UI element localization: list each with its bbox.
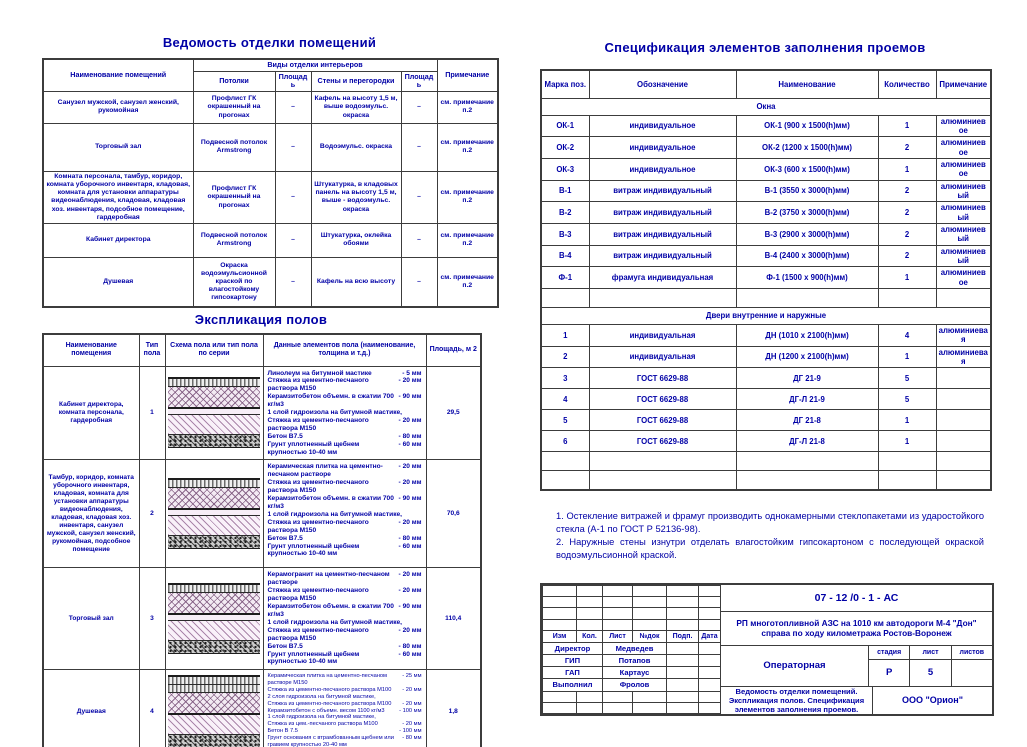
wall-finish: Водоэмульс. окраска <box>311 123 401 171</box>
crosshatch-layer <box>168 693 260 715</box>
signature-grid <box>542 585 721 714</box>
person-name: Медведев <box>603 642 667 654</box>
table-row <box>43 257 498 307</box>
area-dash: – <box>275 123 311 171</box>
col-header-note: Примечание <box>936 70 991 98</box>
ceiling-finish: Подвесной потолок Armstrong <box>193 123 275 171</box>
floor-type: 2 <box>139 460 165 568</box>
table-row <box>43 223 498 257</box>
sheet-value: 5 <box>910 660 951 686</box>
col-header-mark: Марка поз. <box>541 70 589 98</box>
mark: 1 <box>541 325 589 347</box>
designation: витраж индивидуальный <box>589 202 736 224</box>
qty: 1 <box>878 431 936 452</box>
designation: витраж индивидуальный <box>589 223 736 245</box>
table-row <box>541 245 991 267</box>
col-header-area1: Площадь <box>275 71 311 91</box>
col-header-walls: Стены и перегородки <box>311 71 401 91</box>
gravel-layer <box>168 536 260 549</box>
note-2: 2. Наружные стены изнутри отделать влагостойким гипсокартоном с последующей окраской водоэмульсионной краской. <box>556 537 984 560</box>
table-row <box>541 368 991 389</box>
col-header-room: Наименование помещения <box>43 334 139 366</box>
area-value: 110,4 <box>426 568 481 670</box>
gravel-layer <box>168 435 260 448</box>
screed-layer <box>168 585 260 593</box>
item-name: В-3 (2900 х 3000(h)мм) <box>736 223 878 245</box>
area-value: 29,5 <box>426 366 481 460</box>
mark: Ф-1 <box>541 267 589 289</box>
table-row <box>43 123 498 171</box>
col-header-floor-type: Тип пола <box>139 334 165 366</box>
note <box>936 368 991 389</box>
mark: В-4 <box>541 245 589 267</box>
item-name: В-2 (3750 х 3000(h)мм) <box>736 202 878 224</box>
ceiling-finish: Профлист ГК окрашенный на прогонах <box>193 91 275 123</box>
note-1: 1. Остекление витражей и фрамуг производить однокамерными стеклопакетами из ударостойкого стекла (А-1 по ГОСТ Р 52136-98). <box>556 511 984 534</box>
item-name: ДГ-Л 21-9 <box>736 389 878 410</box>
mark: 4 <box>541 389 589 410</box>
group-row <box>541 98 991 115</box>
sheet-content-title: Ведомость отделки помещений. Экспликация полов. Спецификация элементов заполнения проемов. <box>721 687 873 714</box>
col-izm: Изм <box>543 630 577 642</box>
mark: ОК-2 <box>541 137 589 159</box>
note <box>936 431 991 452</box>
col-ndok: №док <box>633 630 667 642</box>
project-name: РП многотопливной АЗС на 1010 км автодороги М-4 "Дон" справа по ходу километража Ростов-Воронеж <box>721 612 992 646</box>
designation: фрамуга индивидуальная <box>589 267 736 289</box>
item-name: ОК-1 (900 х 1500(h)мм) <box>736 115 878 137</box>
floor-layers: Керамогранит на цементно-песчаном растворе - 20 мм Стяжка из цементно-песчаного раствора М150 - 20 мм Керамзитобетон объемн. в сжатии 700 кг/м3 - 90 мм 1 слой гидроизола на битумной мастике, Стяжка из цементно-песчаного раствора М150 - 20 мм Бетон В7.5 - 80 мм Грунт уплотненный щебнем крупностью 10-40 мм - 60 мм <box>263 568 426 670</box>
col-header-floor-data: Данные элементов пола (наименование, толщина и т.д.) <box>263 334 426 366</box>
note: алюминиевый <box>936 223 991 245</box>
wall-finish: Штукатурка, оклейка обоями <box>311 223 401 257</box>
item-name: В-4 (2400 х 3000(h)мм) <box>736 245 878 267</box>
concrete-layer <box>168 715 260 735</box>
openings-spec-title: Спецификация элементов заполнения проемов <box>604 40 926 55</box>
finish-schedule-section <box>42 35 497 308</box>
table-row <box>43 568 481 670</box>
person-name: Картаус <box>603 667 667 679</box>
screed-layer-2 <box>168 685 260 693</box>
qty: 2 <box>878 202 936 224</box>
item-name: Ф-1 (1500 х 900(h)мм) <box>736 267 878 289</box>
qty: 2 <box>878 245 936 267</box>
table-row <box>541 325 991 347</box>
col-header-scheme: Схема пола или тип пола по серии <box>165 334 263 366</box>
mark: ОК-1 <box>541 115 589 137</box>
table-row <box>541 431 991 452</box>
room-name: Санузел мужской, санузел женский, рукомойная <box>43 91 193 123</box>
qty: 1 <box>878 346 936 368</box>
mark: В-1 <box>541 180 589 202</box>
floor-layers: Керамическая плитка на цементно-песчаном растворе - 20 мм Стяжка из цементно-песчаного раствора М150 - 20 мм Керамзитобетон объемн. в сжатии 700 кг/м3 - 90 мм 1 слой гидроизола на битумной мастике, Стяжка из цементно-песчаного раствора М150 - 20 мм Бетон В7.5 - 80 мм Грунт уплотненный щебнем крупностью 10-40 мм - 60 мм <box>263 460 426 568</box>
table-row <box>541 137 991 159</box>
item-name: ДН (1010 х 2100(h)мм) <box>736 325 878 347</box>
floor-layers: Керамическая плитка на цементно-песчаном растворе М150 - 25 мм Стяжка из цементно-песчаного раствора М100 - 20 мм 2 слоя гидроизола на битумной мастике, Стяжка из цементно-песчаного раствора М100 - 20 мм Керамзитобетон с объемн. весом 1100 кг/м3 - 100 мм 1 слой гидроизола на битумной мастике, Стяжка из цем.-песчаного раствора М100 - 20 мм Бетон В 7.5 - 100 мм Грунт основания с втрамбованным щебнем или гравием крупностью 20-40 мм - 80 мм <box>263 670 426 747</box>
area-dash: – <box>401 91 437 123</box>
note: алюминиевая <box>936 325 991 347</box>
qty: 2 <box>878 223 936 245</box>
crosshatch-layer <box>168 593 260 615</box>
col-header-finish-types: Виды отделки интерьеров <box>193 59 437 71</box>
floor-scheme-cell <box>165 568 263 670</box>
concrete-layer <box>168 415 260 435</box>
empty-row <box>541 289 991 308</box>
mark: В-2 <box>541 202 589 224</box>
note: алюминиевая <box>936 346 991 368</box>
sheets-value <box>952 660 992 686</box>
role-label: ГАП <box>543 667 603 679</box>
mark: В-3 <box>541 223 589 245</box>
group-row <box>541 308 991 325</box>
document-code: 07 - 12 /0 - 1 - АС <box>721 585 992 612</box>
area-dash: – <box>401 123 437 171</box>
item-name: ОК-2 (1200 х 1500(h)мм) <box>736 137 878 159</box>
room-name: Душевая <box>43 670 139 747</box>
openings-spec-table <box>540 69 992 491</box>
designation: индивидуальная <box>589 346 736 368</box>
room-name: Торговый зал <box>43 568 139 670</box>
finish-schedule-title: Ведомость отделки помещений <box>162 35 377 50</box>
qty: 4 <box>878 325 936 347</box>
crosshatch-layer <box>168 488 260 510</box>
table-row <box>541 346 991 368</box>
floor-scheme-cell <box>165 366 263 460</box>
group-label-windows: Окна <box>541 98 991 115</box>
room-name: Кабинет директора <box>43 223 193 257</box>
screed-layer <box>168 480 260 488</box>
floor-layers: Линолеум на битумной мастике - 5 мм Стяжка из цементно-песчаного раствора М150 - 20 мм Керамзитобетон объемн. в сжатии 700 кг/м3 - 90 мм 1 слой гидроизола на битумной мастике, Стяжка из цементно-песчаного раствора М150 - 20 мм Бетон В7.5 - 80 мм Грунт уплотненный щебнем крупностью 10-40 мм - 60 мм <box>263 366 426 460</box>
item-name: ДГ 21-8 <box>736 410 878 431</box>
table-row <box>541 158 991 180</box>
area-value: 70,6 <box>426 460 481 568</box>
screed-layer <box>168 677 260 685</box>
general-notes <box>556 510 984 562</box>
floor-scheme-cell <box>165 460 263 568</box>
area-dash: – <box>275 257 311 307</box>
note: алюминиевый <box>936 180 991 202</box>
floor-scheme-cell <box>165 670 263 747</box>
empty-row <box>541 452 991 471</box>
table-row <box>43 366 481 460</box>
col-header-name: Наименование <box>736 70 878 98</box>
wall-finish: Кафель на всю высоту <box>311 257 401 307</box>
concrete-layer <box>168 621 260 641</box>
floors-title: Экспликация полов <box>194 312 328 327</box>
col-list: Лист <box>603 630 633 642</box>
screed-layer <box>168 379 260 387</box>
floor-scheme-diagram <box>168 583 260 654</box>
floor-type: 4 <box>139 670 165 747</box>
floor-scheme-diagram <box>168 478 260 549</box>
wall-finish: Штукатурка, в кладовых панель на высоту 1,5 м, выше - водоэмульс. окраска <box>311 171 401 223</box>
col-header-area2: Площадь <box>401 71 437 91</box>
col-header-designation: Обозначение <box>589 70 736 98</box>
note: алюминиевый <box>936 202 991 224</box>
note-cell: см. примечание п.2 <box>437 257 498 307</box>
area-dash: – <box>401 257 437 307</box>
item-name: ДГ-Л 21-8 <box>736 431 878 452</box>
note <box>936 389 991 410</box>
wall-finish: Кафель на высоту 1,5 м, выше водоэмульс. окраска <box>311 91 401 123</box>
title-block-signatures <box>542 585 721 714</box>
gravel-layer <box>168 735 260 747</box>
col-header-area: Площадь, м 2 <box>426 334 481 366</box>
title-block-main <box>721 585 992 714</box>
mark: ОК-3 <box>541 158 589 180</box>
note-cell: см. примечание п.2 <box>437 91 498 123</box>
table-row <box>541 223 991 245</box>
designation: индивидуальное <box>589 115 736 137</box>
floor-scheme-diagram <box>168 675 260 747</box>
designation: ГОСТ 6629-88 <box>589 389 736 410</box>
room-name: Комната персонала, тамбур, коридор, комната уборочного инвентаря, кладовая, комната для установки аппаратуры видеонаблюдения, кладовая, кладовая хоз. инвентаря, подсобное помещение, гардеробная <box>43 171 193 223</box>
stage-header: стадия <box>869 646 910 659</box>
table-row <box>541 180 991 202</box>
designation: ГОСТ 6629-88 <box>589 368 736 389</box>
note-cell: см. примечание п.2 <box>437 223 498 257</box>
table-row <box>541 115 991 137</box>
floor-type: 3 <box>139 568 165 670</box>
area-value: 1,8 <box>426 670 481 747</box>
area-dash: – <box>275 171 311 223</box>
ceiling-finish: Профлист ГК окрашенный на прогонах <box>193 171 275 223</box>
qty: 1 <box>878 267 936 289</box>
floors-section <box>42 312 480 747</box>
object-name: Операторная <box>721 646 869 686</box>
mark: 2 <box>541 346 589 368</box>
col-header-qty: Количество <box>878 70 936 98</box>
col-header-note: Примечание <box>437 59 498 91</box>
area-dash: – <box>275 223 311 257</box>
mark: 5 <box>541 410 589 431</box>
qty: 2 <box>878 180 936 202</box>
item-name: ДН (1200 х 2100(h)мм) <box>736 346 878 368</box>
floor-scheme-diagram <box>168 377 260 448</box>
gravel-layer <box>168 641 260 654</box>
qty: 5 <box>878 389 936 410</box>
note: алюминиевый <box>936 245 991 267</box>
ceiling-finish: Подвесной потолок Armstrong <box>193 223 275 257</box>
room-name: Торговый зал <box>43 123 193 171</box>
qty: 1 <box>878 158 936 180</box>
col-podp: Подп. <box>667 630 699 642</box>
designation: индивидуальное <box>589 137 736 159</box>
table-row <box>541 202 991 224</box>
stage-value: Р <box>869 660 910 686</box>
floors-table <box>42 333 482 747</box>
note <box>936 410 991 431</box>
qty: 1 <box>878 115 936 137</box>
room-name: Тамбур, коридор, комната уборочного инвентаря, кладовая, комната для установки аппаратуры видеонаблюдения, кладовая, кладовая хоз. инвентаря, санузел мужской, санузел женский, рукомойная, подсобное помещение <box>43 460 139 568</box>
role-label: Директор <box>543 642 603 654</box>
sheets-header: листов <box>959 648 985 656</box>
group-label-doors: Двери внутренние и наружные <box>541 308 991 325</box>
person-name: Фролов <box>603 679 667 691</box>
openings-spec-section <box>540 40 990 491</box>
designation: витраж индивидуальный <box>589 245 736 267</box>
note: алюминиевое <box>936 115 991 137</box>
mark: 6 <box>541 431 589 452</box>
table-row <box>43 91 498 123</box>
ceiling-finish: Окраска водоэмульсионной краской по влагостойкому гипсокартону <box>193 257 275 307</box>
sheet-header: лист <box>910 646 951 659</box>
col-header-ceilings: Потолки <box>193 71 275 91</box>
designation: индивидуальная <box>589 325 736 347</box>
note-cell: см. примечание п.2 <box>437 123 498 171</box>
note-cell: см. примечание п.2 <box>437 171 498 223</box>
finish-schedule-table <box>42 58 499 308</box>
person-name: Потапов <box>603 655 667 667</box>
qty: 1 <box>878 410 936 431</box>
table-row <box>541 267 991 289</box>
table-row <box>43 460 481 568</box>
col-data: Дата <box>699 630 721 642</box>
table-row <box>43 670 481 747</box>
designation: ГОСТ 6629-88 <box>589 431 736 452</box>
table-row <box>43 171 498 223</box>
item-name: ОК-3 (600 х 1500(h)мм) <box>736 158 878 180</box>
crosshatch-layer <box>168 387 260 409</box>
qty: 2 <box>878 137 936 159</box>
item-name: В-1 (3550 х 3000(h)мм) <box>736 180 878 202</box>
note: алюминиевое <box>936 158 991 180</box>
designation: индивидуальное <box>589 158 736 180</box>
area-dash: – <box>401 171 437 223</box>
col-header-room-name: Наименование помещений <box>43 59 193 91</box>
role-label: ГИП <box>543 655 603 667</box>
note: алюминиевое <box>936 267 991 289</box>
title-block <box>540 583 994 716</box>
designation: витраж индивидуальный <box>589 180 736 202</box>
concrete-layer <box>168 516 260 536</box>
role-label: Выполнил <box>543 679 603 691</box>
col-kol: Кол. <box>577 630 603 642</box>
stage-grid <box>869 646 992 686</box>
company-name: ООО "Орион" <box>901 695 963 706</box>
item-name: ДГ 21-9 <box>736 368 878 389</box>
room-name: Кабинет директора, комната персонала, гардеробная <box>43 366 139 460</box>
floor-type: 1 <box>139 366 165 460</box>
qty: 5 <box>878 368 936 389</box>
empty-row <box>541 471 991 491</box>
table-row <box>541 410 991 431</box>
area-dash: – <box>401 223 437 257</box>
area-dash: – <box>275 91 311 123</box>
room-name: Душевая <box>43 257 193 307</box>
mark: 3 <box>541 368 589 389</box>
designation: ГОСТ 6629-88 <box>589 410 736 431</box>
table-row <box>541 389 991 410</box>
note: алюминиевое <box>936 137 991 159</box>
